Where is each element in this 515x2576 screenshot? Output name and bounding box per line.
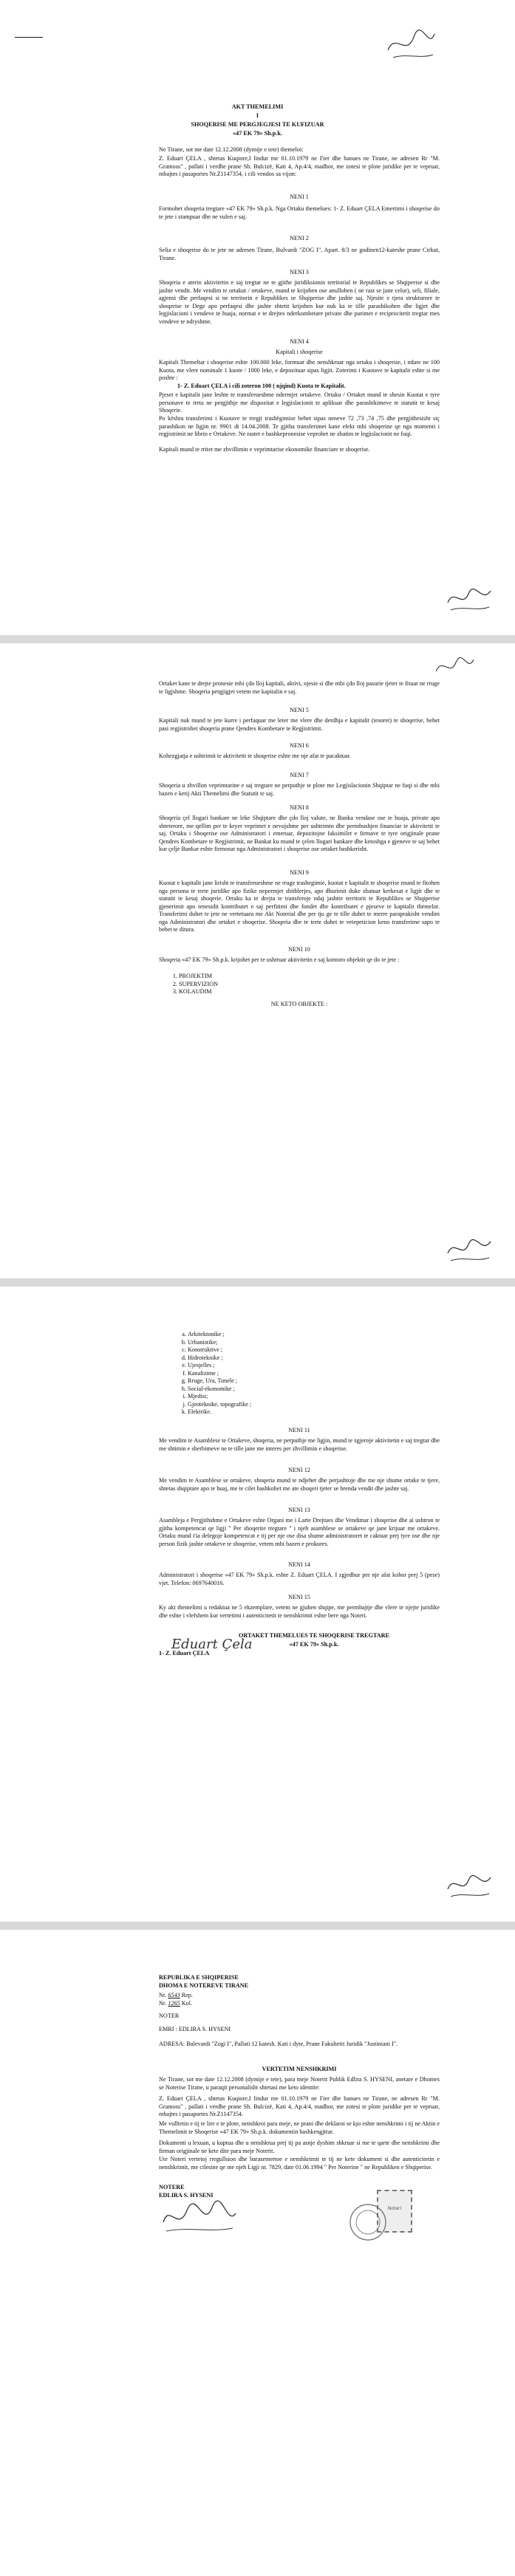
neni-9-heading: NENI 9 bbox=[290, 869, 309, 876]
document-page-1 bbox=[0, 0, 515, 635]
neni-13-text: Asambleja e Pergjithshme e Ortakeve eshte Organi me i Larte Drejtues dhe Vendimar i shoqerise dhe ai ushtron te gjitha kompetencat qe ligji " Per shoqerite tregtare " i njeh asamblese se ortakeve qe jane krijuar me ortakeve. Ortaku mund t'ia delegoje kompetencat e tij per nje ose disa shume administratoret te caktuar prej tyre ose dhe nje person fizik jashte ortakeve te shoqerise, vetem mbi bazen e prokures. bbox=[159, 1517, 440, 1547]
notary-sign-label: NOTERE bbox=[159, 2184, 185, 2190]
corner-mark bbox=[15, 37, 43, 38]
page-1-signature bbox=[443, 583, 495, 620]
neni-5-text: Kapitali nuk mund te jete kurre i perfaquar me leter me vlere dhe derdhja e kapitalit (tesoret) te shoqerise, behet pasi regjistrohet shoqeria prane Qendres Kombetare te Regjistrimit. bbox=[159, 717, 440, 732]
neni-4-text-5: Kapitali mund te rritet me zbvillimin e veprimtarise ekonomike financiare te shoqerise. bbox=[159, 446, 370, 453]
company-name: «47 EK 79» Sh.p.k. bbox=[233, 130, 282, 137]
neni-3-heading: NENI 3 bbox=[290, 269, 309, 275]
cert-paragraph-2: Z. Eduart ÇELA , shtetas Kuqiore,I lindur me 01.10.1979 ne Fier dhe banues ne Tirane, ne adresen Rr "M. Gramoss" , pallati i verdhe prane Sh. Bulcizë, Kati 4, Ap.4/4, madhor, me zotesi te plote juridike per te vepruar, mbajtes i pasaportes Nr.Z1147354. bbox=[159, 2095, 440, 2117]
object-item: f. Kanalizime ; bbox=[188, 1370, 362, 1378]
document-page-4 bbox=[0, 1930, 515, 2576]
deed-title: AKT THEMELIMI bbox=[231, 103, 284, 110]
neni-9-text: Kuotat e kapitalit jane lirisht te transferueshme ne rruge trashegimie, kuotat e kapitalit te shoqerise mund te fitohen nga persona te trete juridike apo fizike nepermjet shitblerjes, apo dhurimit duke zbatuar kerkesat e ligjit dhe te statutit te kesaj shoqerie. Ortaku ka te drejta te transferoje ndaj jashtte territorit te Republikes se Shqiperise gjenerimit apo tenesidit kontributet e saj perfitimi dhe fondet dhe kontributet e pjeseve te kapitalit themelor. Transferimi duhet te jete ne vertetuara me Akt Noterial dhe per tju ge te tille duhet te merre paraprakisht vendim nga Administratori dhe ortaket e shoqerise. Shoqeria dhe te trete duhet te vetepeticion keno transferime sapo te behet te ditura. bbox=[159, 880, 440, 933]
neni-4-text-1: Kapitali Themeltar i shoqerise eshte 100.000 leke, formuar dhe nenshkruar nga ortaku i shoqerise, i ndare ne 100 Kuota, me vlere nominale 1 kuote / 1000 leke, e depozituar sipas ligjit. Zoterimi i Kuotave te kapitalit eshte si me poshte : bbox=[159, 359, 440, 381]
neni-4-subheading: Kapitali i shoqerise bbox=[276, 349, 323, 355]
cert-paragraph-3: Me vulltetin e tij te lire e te plote, nenshkroi para meje, ne prani dhe deklaroi se kjo eshte nenshkrimi i tij ne Aktin e Themelimit te Shoqerise «47 EK 79» Sh.p.k. dokumentin bashkengjitur. bbox=[159, 2120, 440, 2135]
object-item: a. Arkitektonike ; bbox=[188, 1331, 362, 1339]
deed-title-2: SHOQERISE ME PERGJEGJESI TE KUFIZUAR bbox=[191, 121, 324, 128]
rep-number-label: Nr. bbox=[159, 1992, 167, 1998]
object-item: b. Urbanistike; bbox=[188, 1339, 362, 1347]
rep-number-line bbox=[159, 1992, 307, 2000]
object-item: c. Konstruktive ; bbox=[188, 1346, 362, 1354]
neni-2-text: Selia e shoqerise do te jete ne adresen Tirane, Bulvardi "ZOG I", Apart. 8/3 ne godinen12-kateshe prane Cirkut, Tirane. bbox=[159, 247, 440, 261]
noter-label: NOTER bbox=[159, 2012, 180, 2019]
neni-6-heading: NENI 6 bbox=[290, 742, 309, 749]
neni-14-text: Administratori i shoqerise «47 EK 79» Sh.p.k. eshte Z. Eduart ÇELA. I zgjedhur per nje afat kohor prej 5 (pese) vjet. Telefon: 0697640016. bbox=[159, 1572, 440, 1586]
neni-6-text: Kohezgjatja e ushtrimit te aktivitetit te shoqerise eshte me nje afat te pacaktuar. bbox=[159, 753, 351, 759]
notary-name-line: EMRI : EDLIRA S. HYSENI bbox=[159, 2026, 231, 2032]
stamp-label: Noteri bbox=[387, 2206, 402, 2211]
footer-signer: 1- Z. Eduart ÇELA bbox=[159, 1650, 210, 1657]
republic-header: REPUBLIKA E SHQIPERISE bbox=[159, 1974, 239, 1981]
deed-title-sub: I bbox=[256, 112, 259, 119]
ownership-text: Ortaket kane te drejte pronesie mbi çdo lloj kapitali, aktivi, njesie si dhe mbi çdo lloj pasurie tjeter te fituar ne rruge te ligjshme. Shoqeria pergjigjet vetem me kapitalin e saj. bbox=[159, 680, 440, 695]
kol-number-suffix: Kol. bbox=[181, 2000, 193, 2007]
objects-list bbox=[177, 1331, 362, 1417]
footer-title: ORTAKET THEMELUES TE SHOQERISE TREGTARE bbox=[238, 1632, 389, 1639]
page-3-signature bbox=[443, 1870, 495, 1906]
kol-number-value: 1265 bbox=[168, 2000, 180, 2007]
neni-4-text-2: 1- Z. Eduart ÇELA i cili zoteron 100 ( njqind) Kuota te Kapitalit. bbox=[177, 383, 346, 389]
founder-paragraph: Z. Eduart ÇELA , shtetas Kuqiore,I lindur me 01.10.1979 ne Fier dhe banues ne Tirane, ne adresen Rr "M. Gramoss" , pallati i verdhe prane Sh. Bulcizë, Kati 4, Ap.4/4, madhor, me zotesi te plote juridike per te vepruar, mbajtes i pasaportes Nr.Z1147354, i cili vendos sa vijon: bbox=[159, 155, 440, 177]
neni-4-text-3: Pjeset e kapitalit jane leshte te transferueshme ndermjet ortakeve. Ortaku / Ortaket mund te shesin Kuotat e tyre personave te treta ne pergjithje me dispozitat e legjislacionit te aplikuar dhe parashikimeve te statutit te kesaj Shoqerie. bbox=[159, 391, 440, 414]
rep-number-value: 6543 bbox=[168, 1992, 180, 1998]
neni-10-text: Shoqeria «47 EK 79» Sh.p.k. krijohet per te ushtruar aktivitetin e saj kontoro objektit qe do te jete : bbox=[159, 956, 400, 963]
neni-4-heading: NENI 4 bbox=[290, 338, 309, 345]
notary-seal-icon bbox=[347, 2202, 389, 2247]
neni-15-heading: NENI 15 bbox=[288, 1594, 310, 1600]
neni-3-text: Shoqeria e aterin aktivitetin e saj tregtar ne te gjithe juridiksionin territorial te Republikes se Shqiperise si dhe jashte vendit. Me vendim te ortakut / ortakeve, mund te krijohen ose anullohen ( ne rast se jane celur), seli, filiale, agjensi dhe perfaqesi si ne territorin e Republikes se Shqiperise dhe jashte saj. Njesite e tjera strukturore te shoqerise te Dege apo perfaqesi dhe jashte shtetit krijohen kur nuk ka te tille parashikohen dhe ligjet dhe legjislacioni i vendeve te huaja, normat e te drejtes nderkombetare private dhe parimet e reciprocitetit tregtar mes vendeve te ndryshme. bbox=[159, 279, 440, 325]
document-page-2 bbox=[0, 643, 515, 1278]
neni-13-heading: NENI 13 bbox=[288, 1507, 310, 1513]
neni-2-heading: NENI 2 bbox=[290, 235, 309, 242]
activity-item: 1. PROJEKTIM bbox=[179, 973, 316, 981]
object-item: j. Gjeoteknike, topografike ; bbox=[188, 1401, 362, 1409]
neni-8-text: Shoqeria çel llogari bankare ne leke Shqiptare dhe çdo lloj valute, ne Banka vendase ose te huaja, private apo shteterore, me qellim per te kryer veprimet e nevojshme per ushtrimin dhe permbushjen financiar te aktivitetit te saj. Ortaku i Shoqerise ose Administratori i emeruar, depozitojne faksimilet e firmave te tyre origjinale prane Qendres Kombetare te Regjistrimit, ne Bankat ku mund te çelen llogari bankare dhe ketoshga e gjeneve te saj behet kur çelje Bankar eshte firmosur nga Administratori i shoqerise ose ortaket bashkerisht. bbox=[159, 815, 440, 852]
object-item: e. Ujesjelles ; bbox=[188, 1362, 362, 1370]
cert-paragraph-4: Dokumenti u lexuan, u kuptua dhe u nenshkrua prej tij pa asnje dyshim shkruar si me te qarte dhe nenshkrimi dhe firman origjinale ne kete dite para meje Noterit. bbox=[159, 2140, 440, 2154]
object-item: i. Mjedisi; bbox=[188, 1393, 362, 1401]
page-2-signature bbox=[443, 1234, 495, 1270]
objects-subheading: NE KETO OBJEKTE : bbox=[270, 1001, 328, 1007]
neni-11-heading: NENI 11 bbox=[288, 1427, 310, 1433]
kol-number-line bbox=[159, 2000, 307, 2008]
object-item: h. Social-ekonomike ; bbox=[188, 1385, 362, 1394]
activity-item: 3. KOLAUDIM bbox=[179, 988, 316, 996]
founder-signature: Eduart Çela bbox=[171, 1637, 253, 1652]
neni-11-text: Me vendim te Asamblese te Ortakeve, shoqeria, ne perputhje me ligjin, mund te zgjeroje aktivitetin e saj tregtar dhe me shtimin e sherbimeve ne te tille jane me interes per zhvillimin e shoqerise. bbox=[159, 1437, 440, 1452]
object-item: k. Elektrike. bbox=[188, 1408, 362, 1417]
neni-8-heading: NENI 8 bbox=[290, 804, 309, 811]
signature-mark-top bbox=[384, 28, 437, 67]
notary-signature bbox=[159, 2200, 240, 2241]
chamber-header: DHOMA E NOTEREVE TIRANE bbox=[159, 1982, 249, 1989]
neni-5-heading: NENI 5 bbox=[290, 707, 309, 713]
cert-paragraph-5: Ute Noteri vertetoj rregullsion dhe barasemertoe e nenshkrimit te tij ne kete dokument si dhe autenticitetin e nenshkrimit, me cilesine qe me njeh Ligji nr. 7829, date 01.06.1994 " Per Noterine " ne Republiken e Shqiperise. bbox=[159, 2156, 440, 2171]
neni-10-heading: NENI 10 bbox=[288, 946, 310, 953]
object-item: g. Rruge, Ura, Tunele ; bbox=[188, 1377, 362, 1385]
neni-4-text-4: Po kështu transferimi i Kuotave te rregjt trashëgimise behet sipas neneve 72 ,73 ,74 ,75 dhe pergjithesisht siç parashikon ne ligjin nr. 9901 dt 14.04.2008. Te gjitha transferimet kane efekt mbi shoqerine qe nga momenti i regjistrimit ne librin e Ortakeve. Ne rastet e bashkepronesise veprohet ne zbatim te legjislacionit ne fuqi. bbox=[159, 415, 440, 437]
certification-title: VERTETIM NENSHKRIMI bbox=[262, 2066, 337, 2072]
neni-14-heading: NENI 14 bbox=[288, 1561, 310, 1568]
rep-number-suffix: Rep. bbox=[181, 1992, 193, 1998]
kol-number-label: Nr. bbox=[159, 2000, 167, 2007]
neni-7-text: Shoqeria u zhvillon veprimtarine e saj tregtare ne perputhje te plote me Legjislacionin Shqiptar ne fuqi si dhe mbi bazen e ketij Akti Themelimi dhe Statutit te saj. bbox=[159, 782, 440, 797]
neni-7-heading: NENI 7 bbox=[290, 772, 309, 778]
object-item: d. Hidroteknike ; bbox=[188, 1354, 362, 1363]
neni-12-heading: NENI 12 bbox=[288, 1467, 310, 1473]
footer-company: «47 EK 79» Sh.p.k. bbox=[289, 1641, 339, 1648]
notary-address: ADRESA: Bulevardi "Zogi I", Pallati 12 katesh. Kati i dyte, Prane Fakultetit Juridik "Justiniani I". bbox=[159, 2041, 398, 2047]
neni-15-text: Ky akt themelimi u redaktua ne 5 ekzemplare, vetem ne gjuhen shqipe, me permbajtje dhe vlere te njejte juridike dhe eshte i vlefshem kur vertetimi i autenticitetit te nenshkrimit eshte bere nga Noteri. bbox=[159, 1604, 440, 1619]
activity-list bbox=[168, 973, 316, 996]
notary-sign-name: EDLIRA S. HYSENI bbox=[159, 2192, 214, 2199]
intro-line: Ne Tirane, sot me date 12.12.2008 (dymije e tete) themeloi: bbox=[159, 146, 304, 153]
neni-12-text: Me vendim te Asamblese se ortakeve, shoqeria mund te ndjehet dhe perjashtoje dhe me nje shume ortake te tjere, shtetas shqiptare apo te huaj, me te cilet bashkohet me ate shoqeri tjeter se brenda vendit dhe jashte saj. bbox=[159, 1477, 440, 1492]
neni-1-heading: NENI 1 bbox=[290, 193, 309, 200]
activity-item: 2. SUPERVIZION bbox=[179, 981, 316, 989]
neni-1-text: Formohet shoqeria tregtare «47 EK 79» Sh.p.k. Nga Ortaku themelues: 1- Z. Eduart ÇELA Emertimi i shoqerise do te jete i stampuar dhe ne vulen e saj. bbox=[159, 205, 440, 220]
cert-paragraph-1: Ne Tirane, sot me date 12.12.2008 (dymije e tete), para meje Noterit Publik Edlira S. HYSENI, anetare e Dhomes se Noterise Tirane, u paraqit personalisht shtetasi me keto identite: bbox=[159, 2076, 440, 2091]
document-page-3 bbox=[0, 1287, 515, 1922]
